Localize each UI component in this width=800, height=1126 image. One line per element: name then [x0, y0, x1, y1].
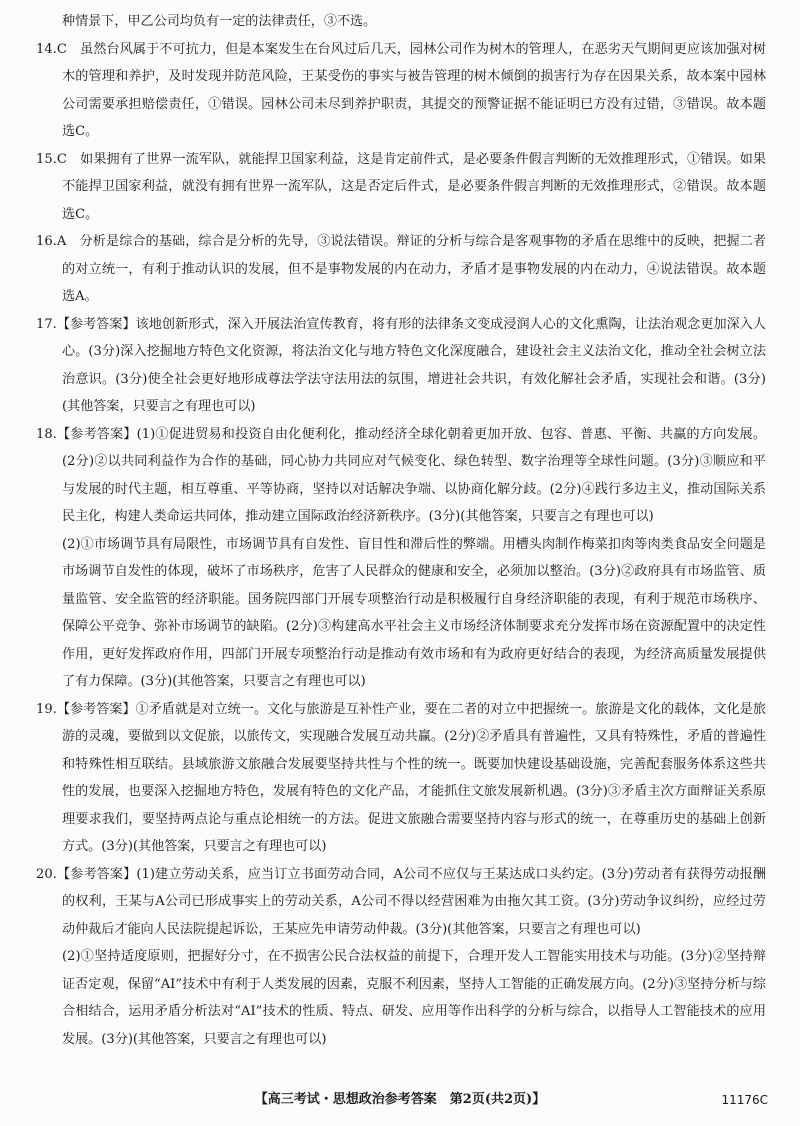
- footer-title: 【高三考试・思想政治参考答案 第2页(共2页)】: [254, 1092, 546, 1107]
- paragraph-13-continued: 种情景下，甲乙公司均负有一定的法律责任，③不选。: [62, 14, 377, 29]
- footer-code: 11176C: [721, 1093, 768, 1107]
- answer-17: 17.【参考答案】该地创新形式，深入开展法治宣传教育，将有形的法律条文变成浸润人心的文化熏陶，让法治观念更加深入人心。(3分)深入挖掘地方特色文化资源，将法治文化与地方特色文化深度融合，建设社会主义法治文化，推动全社会树立法治意识。(3分)使全社会更好地形成尊法学法守法用法的氛围，增进社会共识，有效化解社会矛盾，实现社会和谐。(3分)(其他答案，只要言之有理也可以): [36, 316, 766, 414]
- answer-18-part-2: (2)①市场调节具有局限性，市场调节具有自发性、盲目性和滞后性的弊端。用槽头肉制作梅菜扣肉等肉类食品安全问题是市场调节自发性的体现，破坏了市场秩序，危害了人民群众的健康和安全，必须加以整治。(3分)②政府具有市场监管、质量监管、安全监管的经济职能。国务院四部门开展专项整治行动是积极履行自身经济职能的表现，有利于规范市场秩序、保障公平竞争、弥补市场调节的缺陷。(2分)③构建高水平社会主义市场经济体制要求充分发挥市场在资源配置中的决定性作用，更好发挥政府作用，四部门开展专项整治行动是推动有效市场和有为政府更好结合的表现，为经济高质量发展提供了有力保障。(3分)(其他答案，只要言之有理也可以): [62, 536, 766, 689]
- answer-18-part-1: 18.【参考答案】(1)①促进贸易和投资自由化便利化，推动经济全球化朝着更加开放、包容、普惠、平衡、共赢的方向发展。(2分)②以共同利益作为合作的基础，同心协力共同应对气候变化、绿色转型、数字治理等全球性问题。(3分)③顺应和平与发展的时代主题，相互尊重、平等协商，坚持以对话解决争端、以协商化解分歧。(2分)④践行多边主义，推动国际关系民主化，构建人类命运共同体，推动建立国际政治经济新秩序。(3分)(其他答案，只要言之有理也可以): [36, 426, 766, 524]
- answer-15: 15.C 如果拥有了世界一流军队，就能捍卫国家利益，这是肯定前件式，是必要条件假言判断的无效推理形式，①错误。如果不能捍卫国家利益，就没有拥有世界一流军队，这是否定后件式，是必要条件假言判断的无效推理形式，②错误。故本题选C。: [36, 151, 766, 222]
- answer-14: 14.C 虽然台风属于不可抗力，但是本案发生在台风过后几天，园林公司作为树木的管理人，在恶劣天气期间更应该加强对树木的管理和养护，及时发现并防范风险，王某受伤的事实与被告管理的树木倾倒的损害行为存在因果关系，故本案中园林公司需要承担赔偿责任，①错误。园林公司未尽到养护职责，其提交的预警证据不能证明已方没有过错，③错误。故本题选C。: [36, 41, 766, 139]
- answer-16: 16.A 分析是综合的基础，综合是分析的先导，③说法错误。辩证的分析与综合是客观事物的矛盾在思维中的反映，把握二者的对立统一，有利于推动认识的发展，但不是事物发展的内在动力，矛盾才是事物发展的内在动力，④说法错误。故本题选A。: [36, 234, 766, 304]
- page-footer: [0, 1089, 800, 1111]
- answer-20-part-1: 20.【参考答案】(1)建立劳动关系，应当订立书面劳动合同，A公司不应仅与王某达成口头约定。(3分)劳动者有获得劳动报酬的权利，王某与A公司已形成事实上的劳动关系，A公司不得以经营困难为由拖欠其工资。(3分)劳动争议纠纷，应经过劳动仲裁后才能向人民法院提起诉讼，王某应先申请劳动仲裁。(3分)(其他答案，只要言之有理也可以): [36, 866, 766, 937]
- answer-20-part-2: (2)①坚持适度原则，把握好分寸，在不损害公民合法权益的前提下，合理开发人工智能实用技术与功能。(3分)②坚持辩证否定观，保留“AI”技术中有利于人类发展的因素，克服不利因素，坚持人工智能的正确发展方向。(2分)③坚持分析与综合相结合，运用矛盾分析法对“AI”技术的性质、特点、研发、应用等作出科学的分析与综合，以指导人工智能技术的应用发展。(3分)(其他答案，只要言之有理也可以): [62, 949, 766, 1047]
- answer-19: 19.【参考答案】①矛盾就是对立统一。文化与旅游是互补性产业，要在二者的对立中把握统一。旅游是文化的载体，文化是旅游的灵魂，要做到以文促旅，以旅传文，实现融合发展互动共赢。(2分)②矛盾具有普遍性，又具有特殊性，矛盾的普遍性和特殊性相互联结。县域旅游文旅融合发展要坚持共性与个性的统一。既要加快建设基础设施，完善配套服务体系这些共性的发展，也要深入挖掘地方特色，发展有特色的文化产品，才能抓住文旅发展新机遇。(3分)③矛盾主次方面辩证关系原理要求我们，要坚持两点论与重点论相统一的方法。促进文旅融合需要坚持内容与形式的统一，在尊重历史的基础上创新方式。(3分)(其他答案，只要言之有理也可以): [36, 701, 766, 854]
- answer-content: [36, 8, 766, 1053]
